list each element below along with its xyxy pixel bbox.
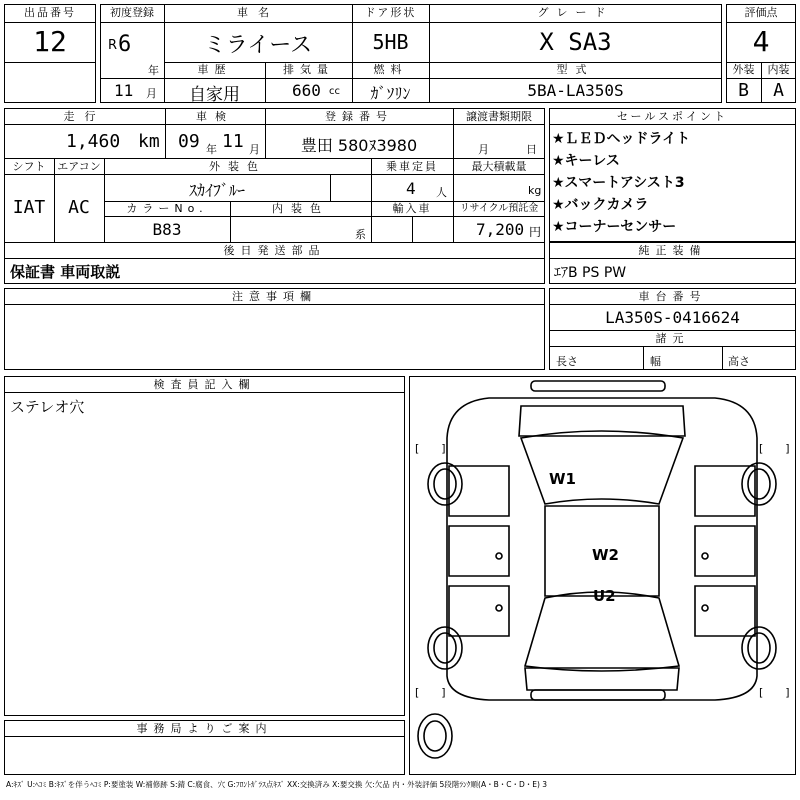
car-name: ミライース — [203, 33, 313, 58]
ext-color-label: 外装色 — [209, 160, 266, 173]
displacement: 660 — [292, 81, 321, 100]
color-number: B83 — [152, 220, 182, 239]
mileage: 1,460 — [66, 131, 121, 152]
model-label: 型式 — [556, 63, 595, 76]
color-no-label: カラーNo. — [126, 202, 208, 215]
mileage-unit: km — [138, 131, 160, 152]
fuel-label: 燃料 — [373, 63, 408, 76]
svg-text:[ ]: [ ] — [415, 442, 446, 455]
first-reg-year: 6 — [118, 32, 132, 57]
exterior-grade: B — [738, 80, 749, 101]
mark-w2: W2 — [592, 546, 619, 564]
height-label: 高さ — [728, 355, 750, 368]
ac-label: エアコン — [57, 160, 101, 173]
sales-point-5: ★コーナーセンサー — [552, 219, 677, 235]
lot-label: 出品番号 — [24, 6, 76, 19]
max-load-unit: kg — [528, 184, 542, 197]
transfer-deadline-label: 譲渡書類期限 — [466, 110, 532, 123]
fuel: ｶﾞｿﾘﾝ — [370, 84, 411, 103]
lot-number: 12 — [33, 25, 67, 58]
inspector-label: 検査員記入欄 — [153, 378, 256, 391]
mark-u2: U2 — [593, 587, 616, 605]
later-parts: 保証書 車両取説 — [10, 263, 121, 281]
transfer-day-unit: 日 — [526, 143, 537, 156]
year-unit: 年 — [148, 64, 159, 77]
inspection-month-unit: 月 — [249, 143, 260, 156]
inspection-label: 車検 — [196, 110, 234, 123]
door-type: 5HB — [372, 30, 409, 54]
capacity: 4 — [406, 179, 416, 198]
capacity-label: 乗車定員 — [386, 160, 438, 173]
svg-text:[ ]: [ ] — [759, 442, 790, 455]
notes-label: 注意事項欄 — [232, 290, 317, 303]
score: 4 — [752, 25, 770, 58]
recycle-unit: 円 — [529, 225, 542, 239]
int-color-unit: 系 — [355, 228, 366, 241]
dims-label: 諸元 — [655, 332, 690, 345]
first-reg-month: 11 — [114, 81, 134, 100]
interior-grade: A — [773, 80, 784, 101]
equipment: ｴｱB PS PW — [554, 265, 627, 281]
equipment-label: 純正装備 — [638, 244, 707, 257]
recycle-fee: 7,200 — [476, 220, 525, 239]
inspection-year-unit: 年 — [206, 143, 217, 156]
chassis-label: 車台番号 — [638, 290, 707, 303]
sales-point-3: ★スマートアシスト3 — [552, 175, 685, 191]
grade: X SA3 — [539, 28, 612, 56]
transfer-month-unit: 月 — [478, 143, 489, 156]
shift: IAT — [12, 197, 46, 218]
reg-no-label: 登録番号 — [325, 110, 393, 123]
shift-label: シフト — [12, 160, 46, 173]
int-color-label: 内装色 — [272, 202, 329, 215]
history-label: 車歴 — [197, 63, 232, 76]
later-parts-label: 後日発送部品 — [223, 244, 326, 257]
sales-point-4: ★バックカメラ — [552, 197, 649, 213]
car-name-label: 車名 — [237, 6, 279, 19]
month-unit: 月 — [146, 87, 157, 100]
door-label: ドア形状 — [364, 6, 417, 19]
svg-text:[ ]: [ ] — [415, 686, 446, 699]
recycle-label: リサイクル預託金 — [459, 203, 539, 214]
interior-label: 内装 — [767, 63, 790, 76]
mark-w1: W1 — [549, 470, 576, 488]
office-label: 事務局よりご案内 — [136, 722, 273, 735]
inspector-box — [4, 376, 405, 716]
grade-label: グレード — [537, 6, 614, 19]
first-reg-label: 初度登録 — [110, 6, 154, 19]
inspection-year: 09 — [178, 131, 200, 152]
air-conditioner: AC — [68, 197, 90, 218]
inspector-notes: ステレオ穴 — [10, 398, 85, 416]
inspection-month: 11 — [222, 131, 244, 152]
history: 自家用 — [189, 85, 240, 105]
max-load-label: 最大積載量 — [471, 160, 527, 173]
displacement-unit: cc — [329, 86, 340, 97]
registration-number: 豊田 580ﾇ3980 — [300, 136, 418, 155]
exterior-color: ｽｶｲﾌﾞﾙｰ — [188, 181, 245, 200]
displacement-label: 排気量 — [283, 63, 334, 76]
chassis-number: LA350S-0416624 — [605, 308, 740, 327]
sales-point-2: ★キーレス — [552, 153, 620, 169]
score-label: 評価点 — [744, 6, 778, 19]
svg-text:[ ]: [ ] — [759, 686, 790, 699]
era: R — [108, 38, 118, 53]
sales-points-label: セールスポイント — [616, 110, 728, 123]
model-code: 5BA-LA350S — [527, 81, 624, 100]
import-label: 輸入車 — [392, 202, 432, 215]
legend: A:ｷｽﾞ U:ﾍｺﾐ B:ｷｽﾞを伴うﾍｺﾐ P:要塗装 W:補修跡 S:錆 C:腐食、穴 G:ﾌﾛﾝﾄｶﾞﾗｽ点ｷｽﾞ XX:交換済み X:要交換 欠:欠品 内・外装評価 5段階ﾗﾝｸ順(A・B・C・D・E) 3 — [6, 780, 548, 789]
exterior-label: 外装 — [732, 63, 755, 76]
mileage-label: 走行 — [63, 110, 106, 123]
capacity-unit: 人 — [436, 186, 447, 199]
width-label: 幅 — [650, 355, 661, 368]
sales-point-1: ★ＬＥＤヘッドライト — [552, 131, 691, 147]
car-diagram — [409, 376, 796, 775]
length-label: 長さ — [556, 355, 578, 368]
